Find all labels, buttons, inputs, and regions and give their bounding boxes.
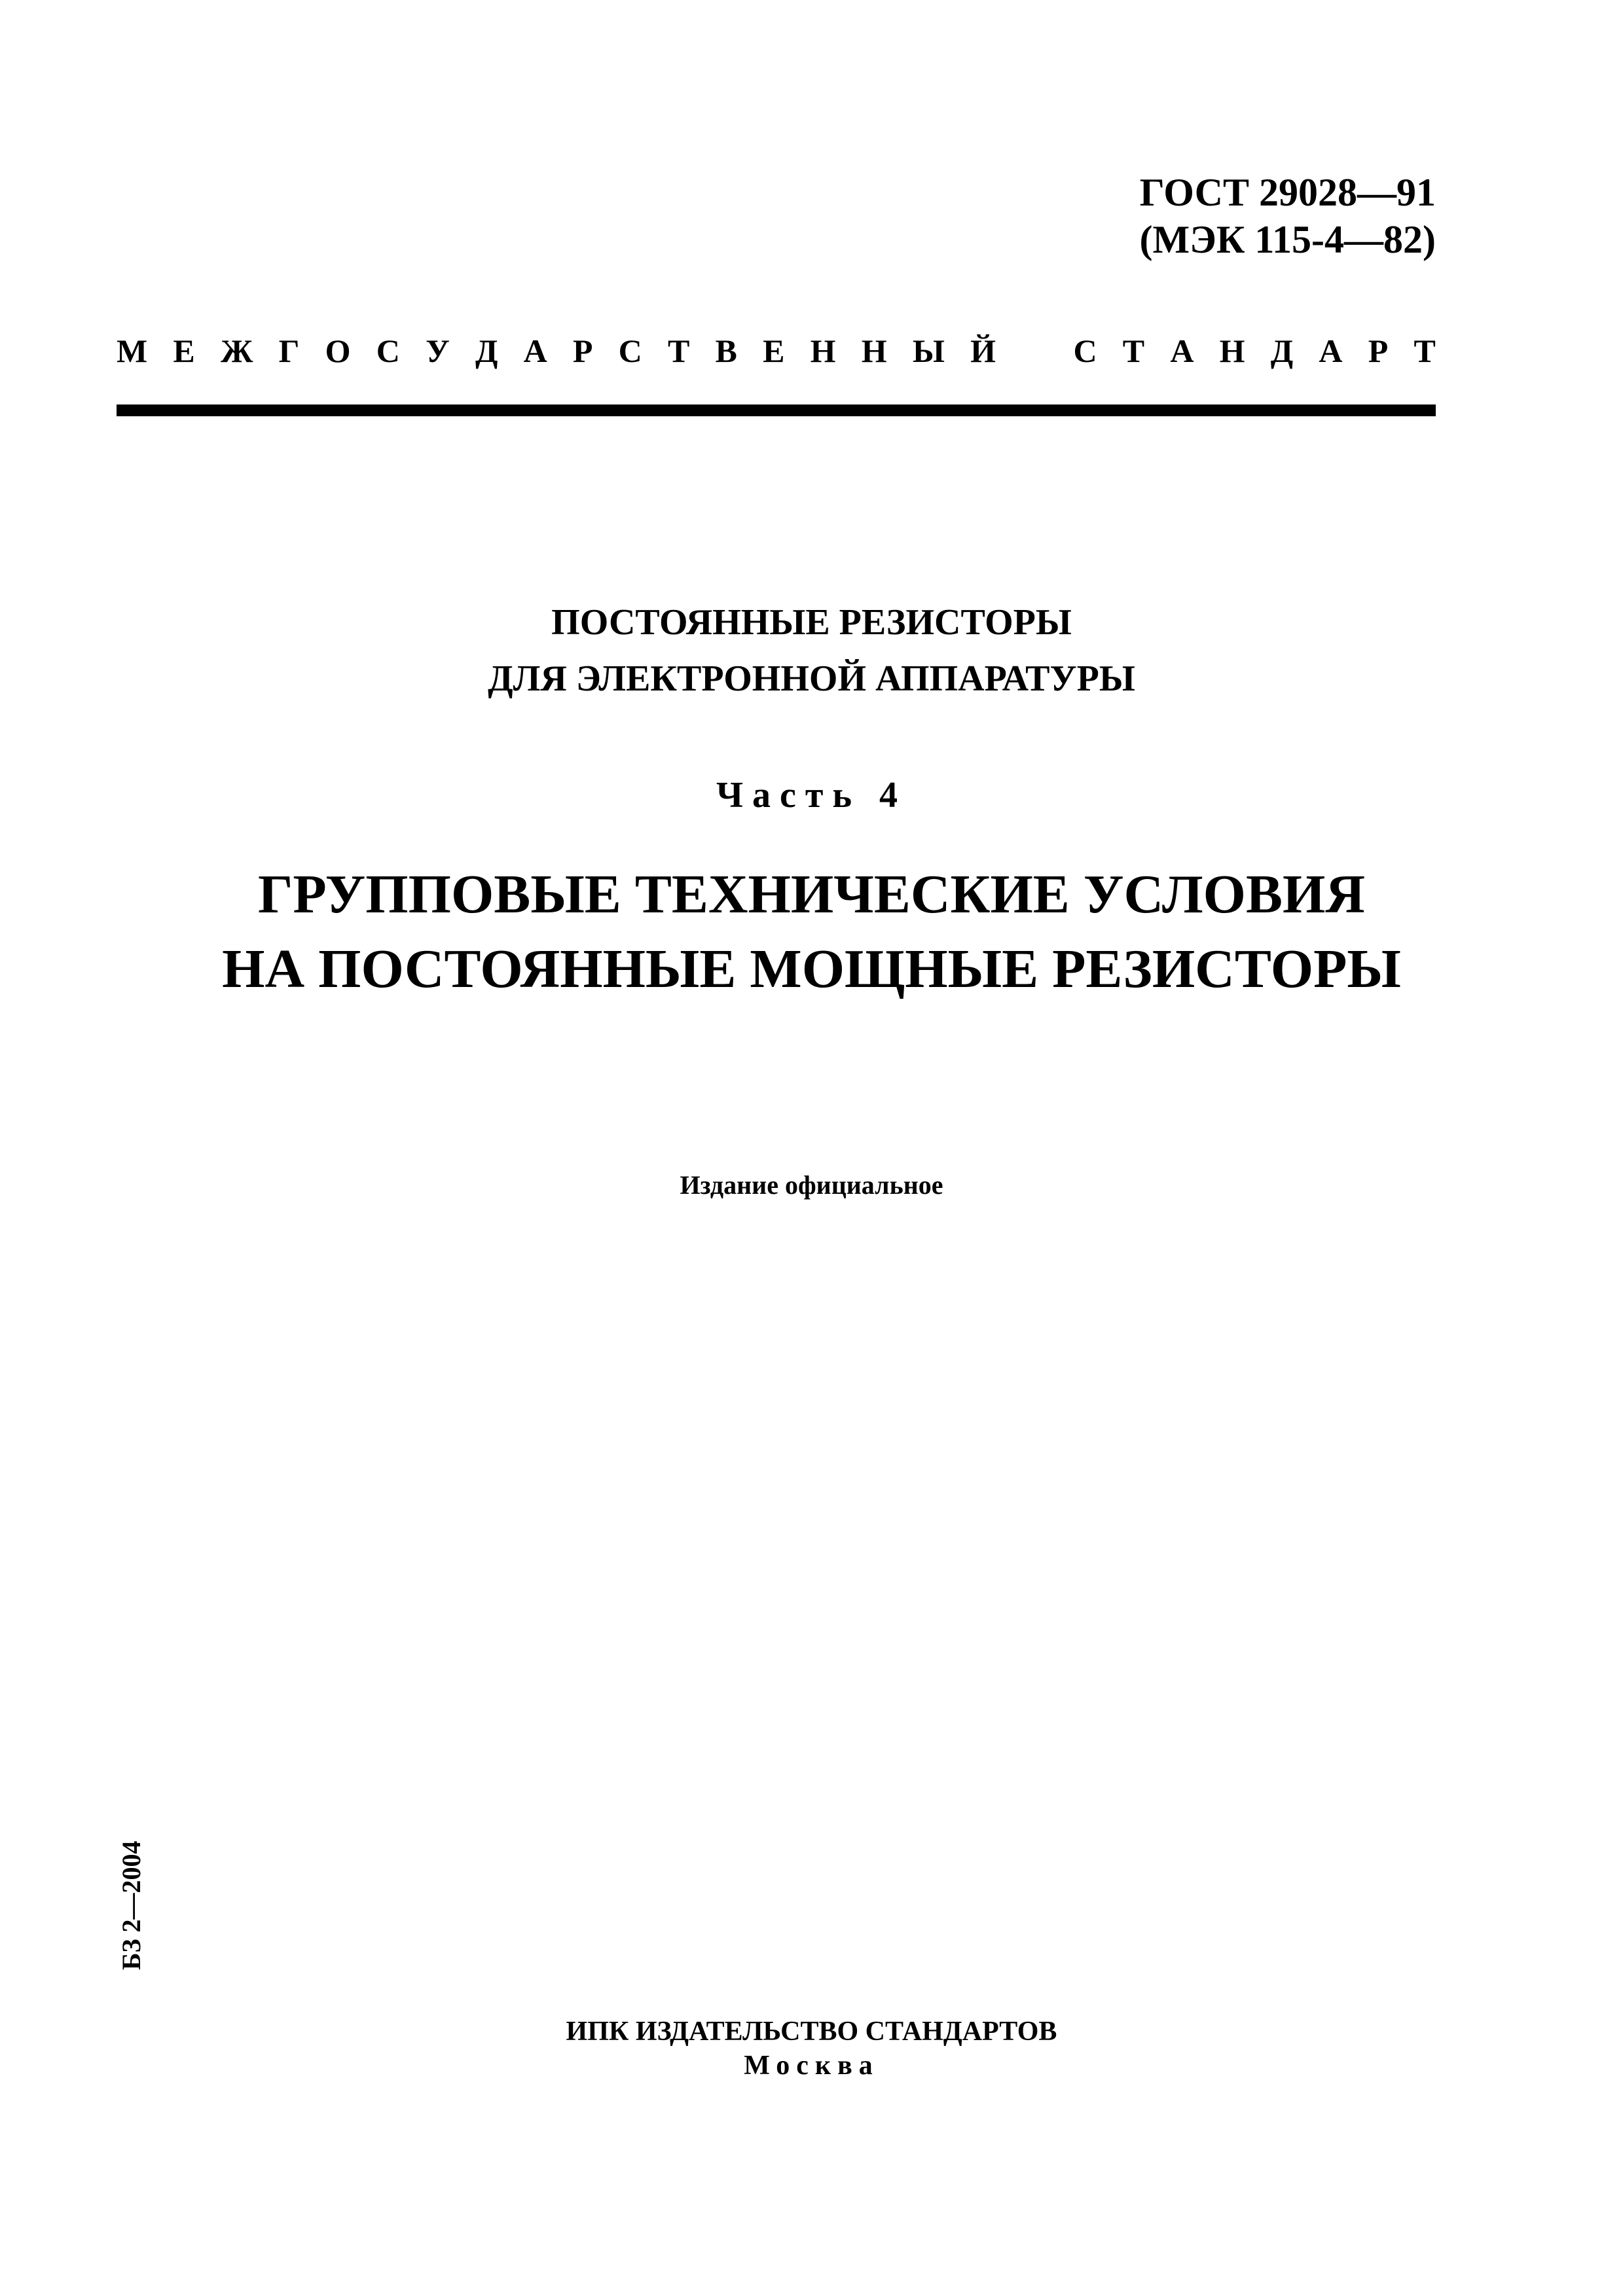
standard-type-letter: Ж [220,332,253,369]
standard-type-letter: Й [970,332,996,369]
standard-type-letter: Р [1368,332,1389,369]
document-number [1140,169,1436,263]
publisher-city: Москва [744,2051,879,2081]
standard-type-letter: М [117,332,148,369]
subtitle-line: ПОСТОЯННЫЕ РЕЗИСТОРЫ [551,602,1072,643]
document-title [0,857,1623,1007]
edition-note: Издание официальное [680,1170,943,1200]
standard-type-letter: Е [173,332,195,369]
standard-type-letter: А [1170,332,1194,369]
side-code: БЗ 2—2004 [117,1840,146,1970]
publisher-block [0,2015,1623,2083]
standard-type-letter: В [715,332,737,369]
title-line: ГРУППОВЫЕ ТЕХНИЧЕСКИЕ УСЛОВИЯ [257,864,1366,925]
standard-type-letter: С [1073,332,1097,369]
standard-type-letter: Д [1270,332,1294,369]
standard-type-letter: Н [1219,332,1245,369]
standard-type-letter: Ы [912,332,945,369]
standard-type-letter: Т [1122,332,1145,369]
standard-type-letter: Г [278,332,300,369]
publisher-name: ИПК ИЗДАТЕЛЬСТВО СТАНДАРТОВ [566,2017,1057,2047]
document-subtitle [0,594,1623,707]
standard-type-letter: У [426,332,450,369]
standard-type-letter: С [618,332,642,369]
standard-type-letter: Н [810,332,836,369]
heading-divider [117,404,1436,416]
standard-type-heading [117,331,1436,370]
standard-type-letter: А [1319,332,1343,369]
standard-type-letter: Д [475,332,498,369]
subtitle-line: ДЛЯ ЭЛЕКТРОННОЙ АППАРАТУРЫ [488,658,1135,699]
standard-type-letter: О [325,332,351,369]
standard-type-letter: А [523,332,547,369]
word-gap [1021,331,1048,370]
gost-number: ГОСТ 29028—91 [1139,171,1436,214]
part-label: Часть 4 [716,775,907,816]
standard-type-letter: Р [572,332,593,369]
iec-number: (МЭК 115-4—82) [1139,218,1436,261]
standard-type-letter: Т [1413,332,1436,369]
standard-type-letter: С [376,332,400,369]
title-line: НА ПОСТОЯННЫЕ МОЩНЫЕ РЕЗИСТОРЫ [222,939,1401,999]
standard-type-letter: Е [763,332,785,369]
standard-type-letter: Н [861,332,887,369]
standard-type-letter: Т [667,332,690,369]
